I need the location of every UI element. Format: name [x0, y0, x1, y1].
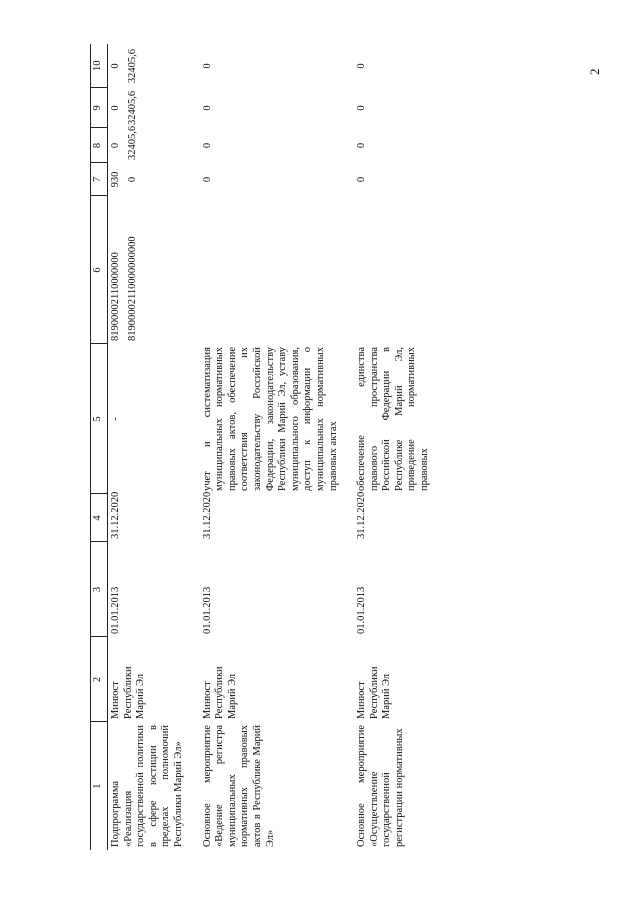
cell-start-date: 01.01.2013	[356, 586, 368, 634]
page-number: 2	[587, 68, 602, 75]
value: 0	[110, 142, 121, 149]
header-cell: 5	[91, 344, 108, 494]
header-cell: 4	[91, 494, 108, 542]
cell-col8: 0	[356, 142, 368, 149]
cell-result: -	[110, 417, 121, 421]
cell-col10	[108, 44, 188, 88]
cell-code	[188, 196, 343, 344]
value: 32405,6	[126, 90, 138, 125]
value: 32405,6	[126, 125, 138, 160]
cell-end-date: 31.12.2020	[356, 491, 368, 539]
table-row	[188, 44, 343, 850]
header-cell: 2	[91, 637, 108, 722]
header-cell: 9	[91, 88, 108, 128]
cell-executor: Минюст Республики Марий Эл	[201, 666, 238, 719]
table-row	[342, 44, 434, 850]
cell-end-date: 31.12.2020	[110, 491, 121, 539]
header-cell: 8	[91, 128, 108, 163]
cell-start-date: 01.01.2013	[201, 586, 213, 634]
value: 0	[110, 63, 121, 69]
cell-col9: 0	[356, 105, 368, 111]
value: 930	[110, 171, 121, 188]
cell-name: Подпрограмма «Реализация государственной политики в сфере юстиции в пределах полномочий Республики Марий Эл»	[110, 725, 184, 847]
cell-code	[108, 196, 188, 344]
cell-col8	[108, 125, 188, 163]
cell-col8: 0	[201, 142, 213, 149]
cell-code	[342, 196, 434, 344]
value: 0	[126, 176, 138, 183]
header-cell: 7	[91, 163, 108, 196]
cell-executor: Минюст Республики Марий Эл	[110, 666, 147, 719]
cell-name: Основное мероприятие «Ведение регистра муниципальных нормативных правовых актов в Республике Марий Эл»	[201, 725, 276, 847]
header-cell: 10	[91, 44, 108, 88]
cell-col7	[108, 163, 188, 196]
header-cell: 1	[91, 722, 108, 850]
cell-start-date: 01.01.2013	[110, 586, 121, 634]
cell-result: учет и систематизация муниципальных нормативных правовых актов, обеспечение соответствия их законодательству Российской Федерации, законодательству Республики Марий Эл, уставу муниципального образования, доступ к информации о муниципальных нормативных правовых актах	[201, 347, 339, 491]
cell-name: Основное мероприятие «Осуществление государственной регистрации нормативных	[356, 725, 405, 847]
rotated-table-page	[90, 44, 600, 850]
header-cell: 6	[91, 196, 108, 344]
cell-col9: 0	[201, 105, 213, 111]
table-row	[108, 44, 188, 850]
cell-col9	[108, 88, 188, 128]
cell-col7: 0	[356, 176, 368, 183]
value: 0	[110, 105, 121, 111]
cell-col10: 0	[356, 63, 368, 69]
code-line: 81900002110000000000	[126, 236, 138, 341]
cell-end-date: 31.12.2020	[201, 491, 213, 539]
cell-col7: 0	[201, 176, 213, 183]
header-cell: 3	[91, 542, 108, 637]
header-row	[91, 44, 108, 850]
cell-executor: Минюст Республики Марий Эл	[356, 666, 393, 719]
cell-col10: 0	[201, 63, 213, 69]
code-line: 81900002110000000	[110, 252, 121, 341]
cell-result: обеспечение единства правового пространства Российской Федерации в Республике Марий Эл, приведение нормативных правовых	[356, 347, 431, 491]
program-table	[90, 44, 434, 850]
value: 32405,6	[126, 48, 138, 84]
